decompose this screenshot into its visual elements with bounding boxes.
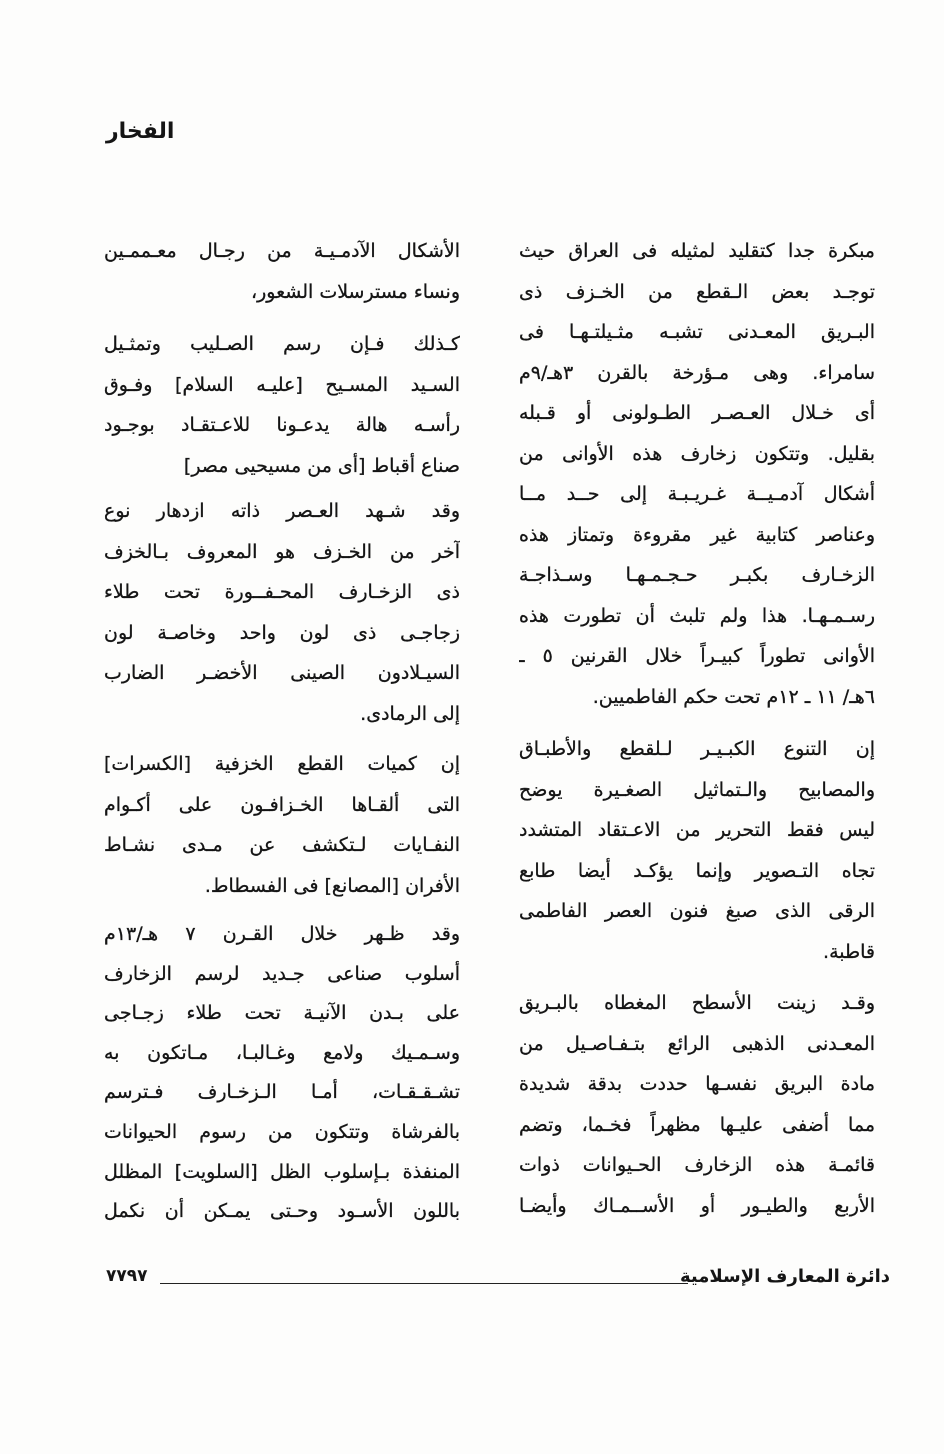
text-line: صناع أقباط [أى من مسيحيى مصر]	[183, 454, 460, 477]
paragraph	[519, 983, 875, 1226]
running-header-title: الفخار	[106, 119, 175, 144]
text-line: مما أضفى عليـها مظهراً فخـما، وتضم	[519, 1113, 875, 1136]
text-line: مبكرة جدا كتقليد لمثيله فى العراق حيث	[519, 240, 875, 262]
text-line: إن كميات القطع الخزفية [الكسرات]	[104, 753, 460, 775]
text-line: آخر من الخـزف هو المعروف بـالخزف	[104, 540, 460, 563]
text-line: ليس فقط التحرير من الاعـتقاد المتشدد	[519, 819, 875, 841]
text-line: البـريق المعـدنى تشبـه مثـيلتـهـا فى	[519, 321, 875, 343]
text-line: على بـدن الآنيـة تحت طلاء زجـاجى	[104, 1002, 460, 1025]
text-line: وعناصر كتابية غير مقروءة وتمتاز هذه	[519, 523, 875, 546]
footer-rule	[160, 1283, 688, 1284]
paragraph	[104, 915, 460, 1232]
text-line: إلى الرمادى.	[360, 702, 460, 725]
text-line: كـذلك فـإن رسم الصـليب وتمثـيل	[104, 333, 460, 355]
text-line: ذى الزخـارف المحـفــورة تحت طلاء	[104, 581, 460, 603]
page-number: ٧٧٩٧	[106, 1266, 148, 1286]
text-line: المنفذة بـإسلوب الظل [السلويت] المظلل	[104, 1160, 460, 1183]
text-line: أشكال آدمـيــة غـريـبـة إلى حــد مــا	[519, 483, 875, 505]
text-line: الزخـارف بكبـر حـجـمـهـا وسـذاجـة	[519, 564, 875, 586]
text-line: التى ألقـاها الخـزافـون على أكـوام	[104, 793, 460, 816]
text-line: السـيد المسـيح [عليـه السلام] وفـوق	[104, 373, 460, 396]
text-line: وسـمـيك ولامع وغـالبـا، مـاتكون به	[104, 1041, 460, 1064]
text-line: الأفران [المصانع] فى الفسطاط.	[204, 874, 460, 897]
paragraph	[104, 744, 460, 906]
text-line: بقليل. وتتكون زخارف هذه الأوانى من	[519, 442, 875, 465]
text-line: وقد شـهد العـصر ذاته ازدهار نوع	[104, 500, 460, 522]
text-line: سامراء. وهى مـؤرخة بالقرن ٣هـ/٩م	[519, 361, 875, 384]
text-line: زجاجـى ذى لون واحد وخاصـة لون	[104, 621, 460, 644]
footer-publication-title: دائرة المعارف الإسلامية	[679, 1266, 890, 1287]
text-line: قائمـة هذه الزخارف الحـيوانات ذوات	[519, 1154, 875, 1176]
text-line: الأشكال الآدمـيـة من رجـال معـممـين	[104, 240, 460, 262]
text-line: النفـايات لـتكشف عن مـدى نشـاط	[104, 834, 460, 856]
text-line: إن التنوع الكبـيـر لـلقطع والأطبـاق	[519, 738, 875, 760]
text-line: مادة البريق نفسـها حددت بدقة شديدة	[519, 1073, 875, 1095]
text-line: وقـد زينت الأسطح المغطاه بالبـريق	[519, 992, 875, 1014]
text-line: السيـلادون الصينى الأخضـر الضارب	[104, 662, 460, 684]
text-line: ونساء مسترسلات الشعور،	[250, 280, 460, 303]
text-line: الأربع والطيـور أو الأســمـاك وأيضـا	[519, 1194, 875, 1217]
text-line: رسـمـهـا. هذا ولم تلبث أن تطورت هذه	[519, 604, 875, 627]
text-line: والمصابيح والـتماثيل الصغـيرة يوضح	[519, 778, 875, 801]
paragraph	[519, 729, 875, 972]
text-column-right	[519, 0, 875, 1250]
paragraph	[519, 231, 875, 717]
text-line: ٦هـ/ ١١ ـ ١٢م تحت حكم الفاطميين.	[592, 685, 875, 708]
paragraph	[104, 324, 460, 486]
text-line: تجاه التـصوير وإنما يؤكـد أيضا طابع	[519, 859, 875, 882]
text-column-left	[104, 0, 460, 1250]
text-line: المعـدنى الذهبى الرائع بتـفـاصـيل من	[519, 1032, 875, 1055]
text-line: أسلوب صناعى جـديد لرسم الزخارف	[104, 962, 460, 985]
text-line: رأسـه هالة يدعـونا للاعـتقـاد بوجـود	[104, 414, 460, 436]
text-line: الرقى الذى صبغ فنون العصر الفاطمى	[519, 900, 875, 922]
text-line: أى خـلال العـصـر الطـولونى أو قـبله	[519, 402, 875, 424]
text-line: بالفرشاة وتتكون من رسوم الحيوانات	[104, 1120, 460, 1143]
text-line: تشـقـقـات، أمـا الـزخـارف فـترسم	[104, 1081, 460, 1104]
paragraph	[104, 231, 460, 312]
text-line: باللون الأسـود وحـتى يمـكن أن نكمل	[104, 1200, 460, 1223]
text-line: الأوانى تطوراً كبيـراً خلال القرنين ٥ ـ	[519, 645, 875, 667]
text-line: وقد ظـهر خلال القـرن ٧ هـ/١٣م	[104, 923, 460, 945]
paragraph	[104, 491, 460, 734]
text-line: توجـد بعض الـقطع من الخـزف ذى	[519, 280, 875, 303]
text-line: قاطبة.	[823, 940, 875, 963]
